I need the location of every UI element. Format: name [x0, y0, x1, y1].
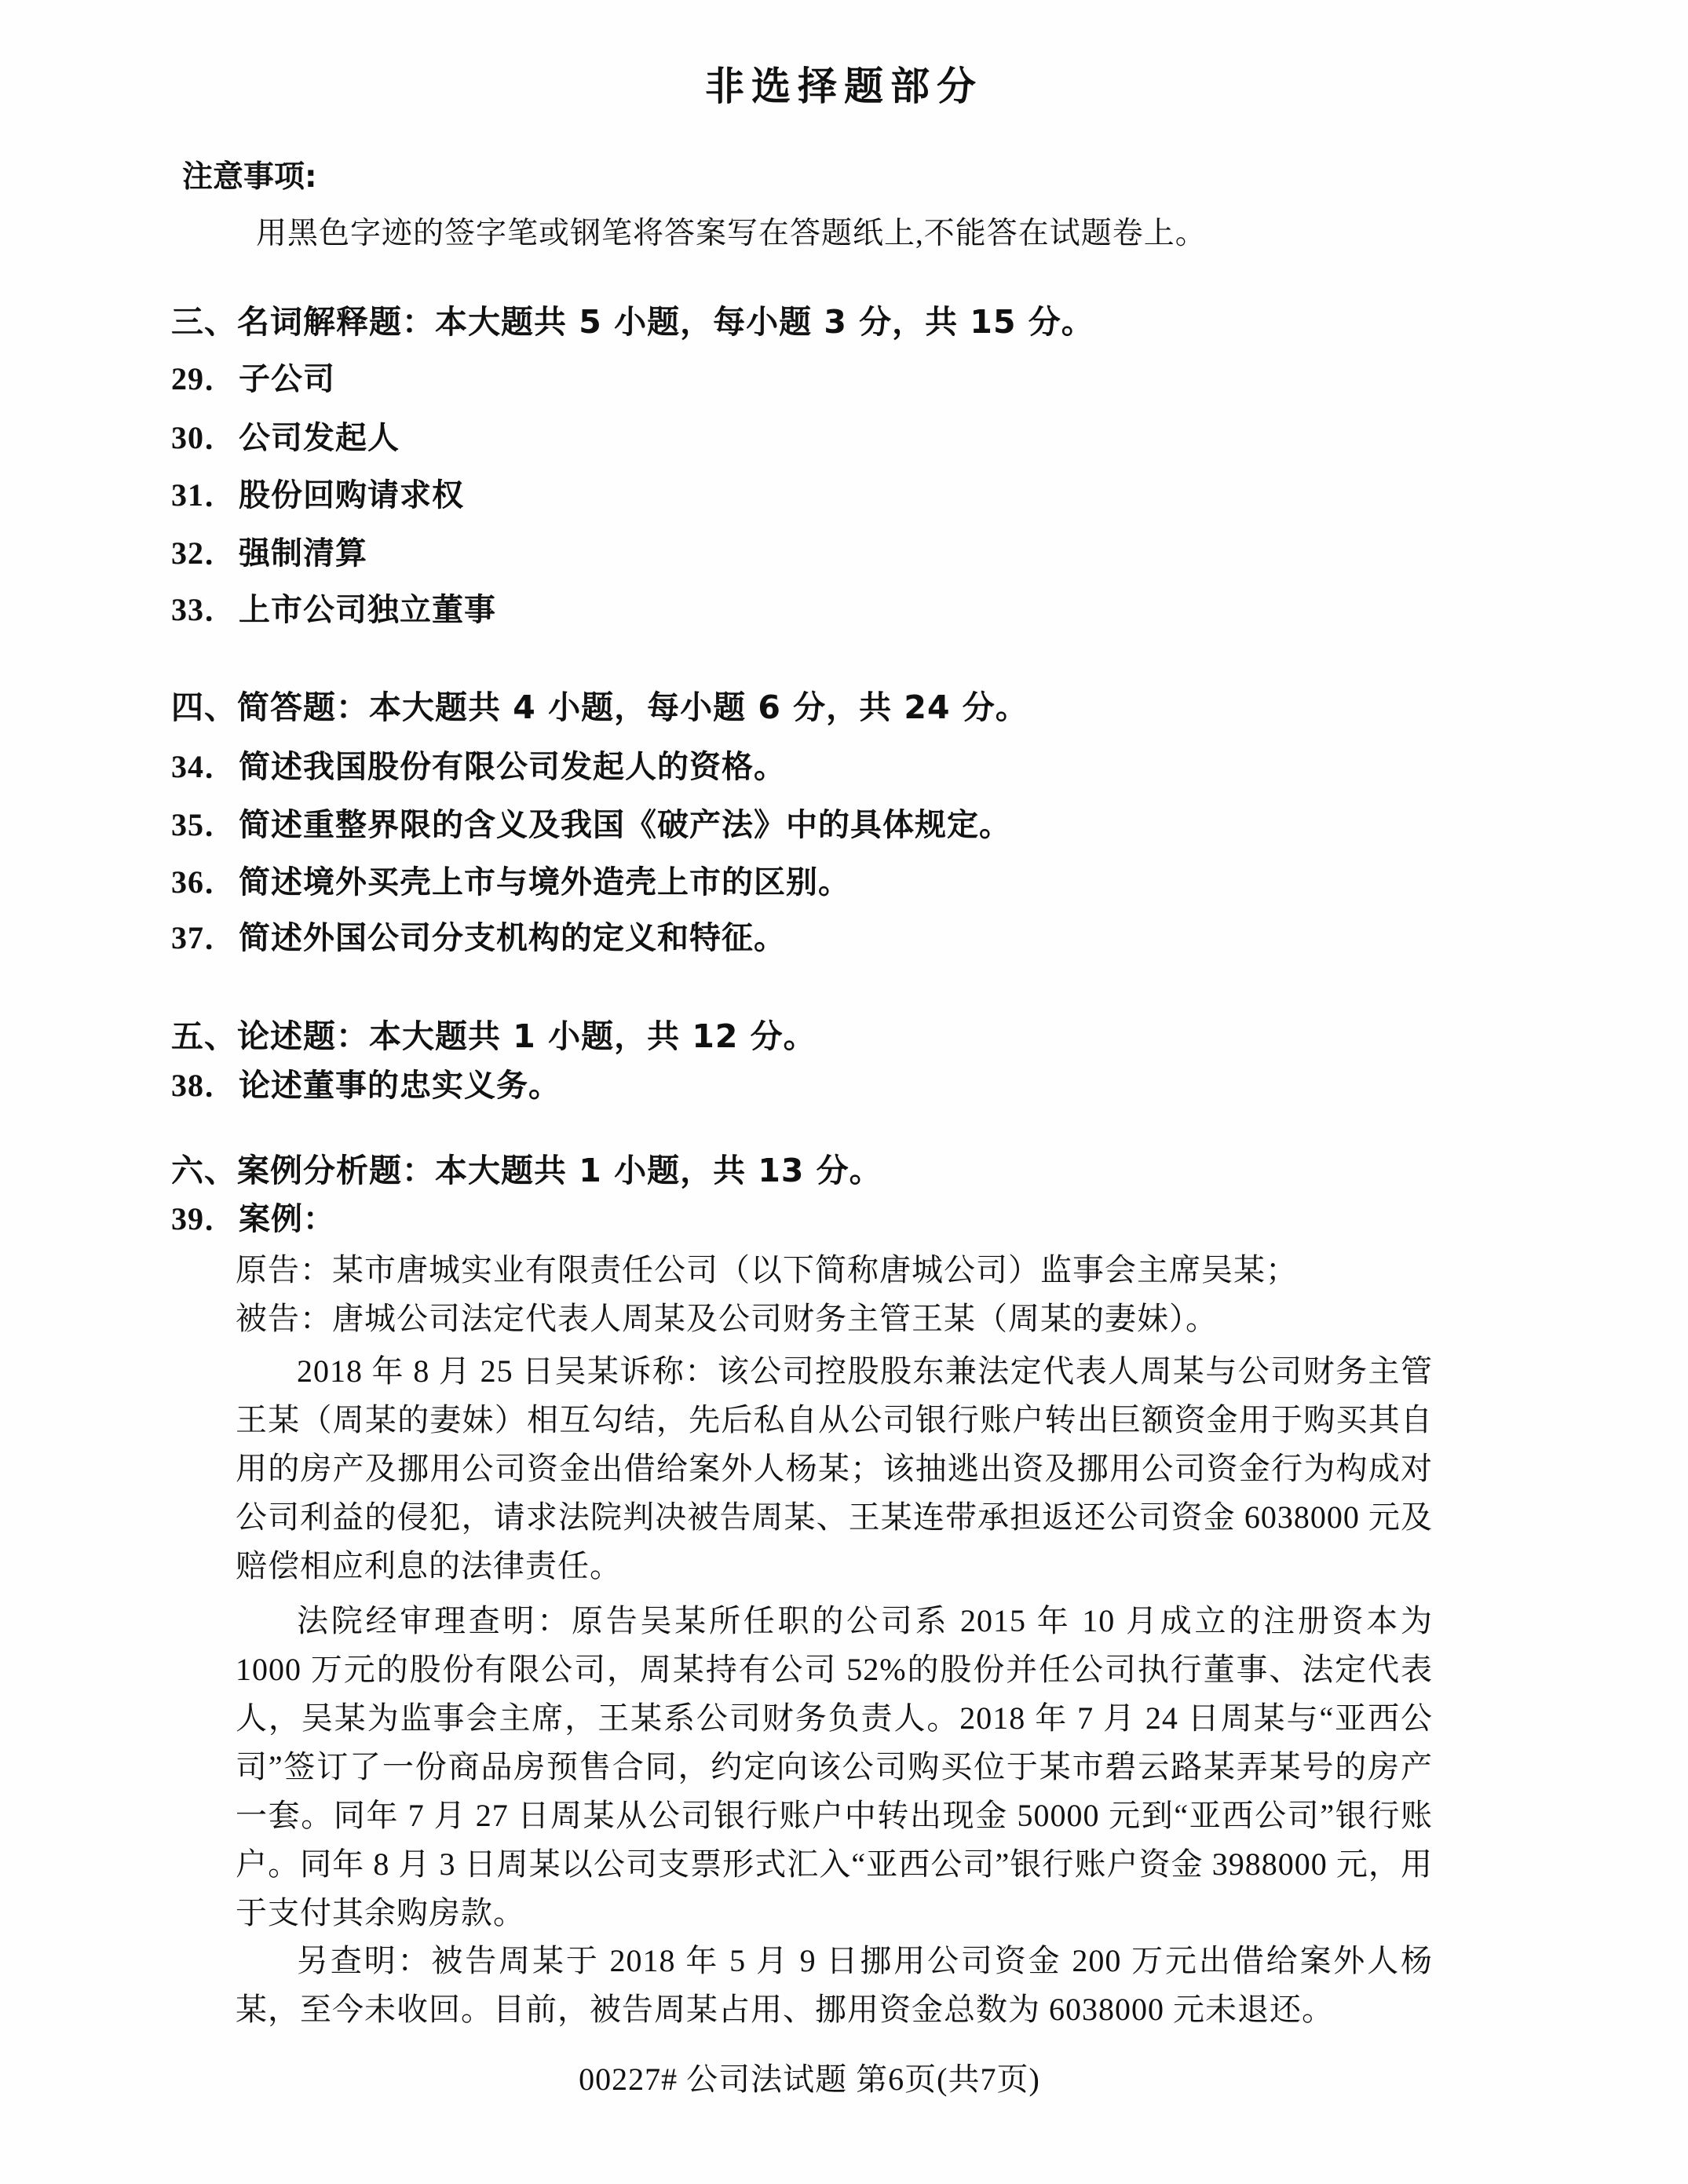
- question-38: [171, 1069, 561, 1102]
- question-number: 30．: [171, 420, 236, 455]
- question-number: 31．: [171, 477, 236, 513]
- question-33: [171, 593, 496, 626]
- question-text: 强制清算: [239, 535, 367, 571]
- section-heading-6: 六、案例分析题：本大题共 1 小题，共 13 分。: [171, 1152, 882, 1189]
- question-text: 简述外国公司分支机构的定义和特征。: [239, 920, 786, 955]
- question-39: [171, 1203, 335, 1236]
- question-number: 32．: [171, 535, 236, 571]
- case-paragraph-3: 另查明：被告周某于 2018 年 5 月 9 日挪用公司资金 200 万元出借给案外人杨某，至今未收回。目前，被告周某占用、挪用资金总数为 6038000 元未退还。: [236, 1943, 1433, 2027]
- question-text: 论述董事的忠实义务。: [239, 1068, 561, 1103]
- question-text: 公司发起人: [239, 420, 400, 455]
- question-number: 37．: [171, 920, 236, 955]
- question-text: 简述境外买壳上市与境外造壳上市的区别。: [239, 864, 850, 900]
- question-number: 33．: [171, 592, 236, 627]
- page-footer: 00227# 公司法试题 第6页(共7页): [579, 2062, 1040, 2097]
- question-30: [171, 422, 400, 455]
- page-title: 非选择题部分: [705, 64, 983, 109]
- notes-text: 用黑色字迹的签字笔或钢笔将答案写在答题纸上,不能答在试题卷上。: [256, 217, 1207, 250]
- question-36: [171, 866, 850, 899]
- question-32: [171, 537, 367, 570]
- section-heading-5: 五、论述题：本大题共 1 小题，共 12 分。: [171, 1017, 817, 1055]
- question-37: [171, 922, 786, 955]
- case-plaintiff-line: 原告：某市唐城实业有限责任公司（以下简称唐城公司）监事会主席吴某；: [236, 1252, 1298, 1287]
- section-heading-4: 四、简答题：本大题共 4 小题，每小题 6 分，共 24 分。: [171, 688, 1029, 726]
- question-number: 35．: [171, 807, 236, 842]
- question-number: 39．: [171, 1201, 236, 1236]
- question-text: 子公司: [239, 361, 335, 396]
- case-paragraph-2: 法院经审理查明：原告吴某所任职的公司系 2015 年 10 月成立的注册资本为 1000 万元的股份有限公司，周某持有公司 52%的股份并任公司执行董事、法定代表人，吴某为监事会主席，王某系公司财务负责人。2018 年 7 月 24 日周某与“亚西公司”签订了一份商品房预售合同，约定向该公司购买位于某市碧云路某弄某号的房产一套。同年 7 月 27 日周某从公司银行账户中转出现金 50000 元到“亚西公司”银行账户。同年 8 月 3 日周某以公司支票形式汇入“亚西公司”银行账户资金 3988000 元，用于支付其余购房款。: [236, 1603, 1433, 1930]
- question-34: [171, 751, 786, 783]
- question-35: [171, 809, 1011, 842]
- question-text: 上市公司独立董事: [239, 592, 496, 627]
- question-text: 股份回购请求权: [239, 477, 464, 513]
- question-text: 简述重整界限的含义及我国《破产法》中的具体规定。: [239, 807, 1011, 842]
- notes-label: 注意事项:: [182, 159, 317, 195]
- question-31: [171, 479, 464, 512]
- section-heading-3: 三、名词解释题：本大题共 5 小题，每小题 3 分，共 15 分。: [171, 303, 1094, 341]
- question-number: 38．: [171, 1068, 236, 1103]
- case-paragraph-1: 2018 年 8 月 25 日吴某诉称：该公司控股股东兼法定代表人周某与公司财务主管王某（周某的妻妹）相互勾结，先后私自从公司银行账户转出巨额资金用于购买其自用的房产及挪用公司资金出借给案外人杨某；该抽逃出资及挪用公司资金行为构成对公司利益的侵犯，请求法院判决被告周某、王某连带承担返还公司资金 6038000 元及赔偿相应利息的法律责任。: [236, 1353, 1433, 1583]
- question-number: 29．: [171, 361, 236, 396]
- question-text: 简述我国股份有限公司发起人的资格。: [239, 749, 786, 784]
- question-29: [171, 363, 335, 396]
- case-defendant-line: 被告：唐城公司法定代表人周某及公司财务主管王某（周某的妻妹）。: [236, 1301, 1218, 1336]
- question-text: 案例：: [239, 1201, 335, 1236]
- question-number: 36．: [171, 864, 236, 900]
- question-number: 34．: [171, 749, 236, 784]
